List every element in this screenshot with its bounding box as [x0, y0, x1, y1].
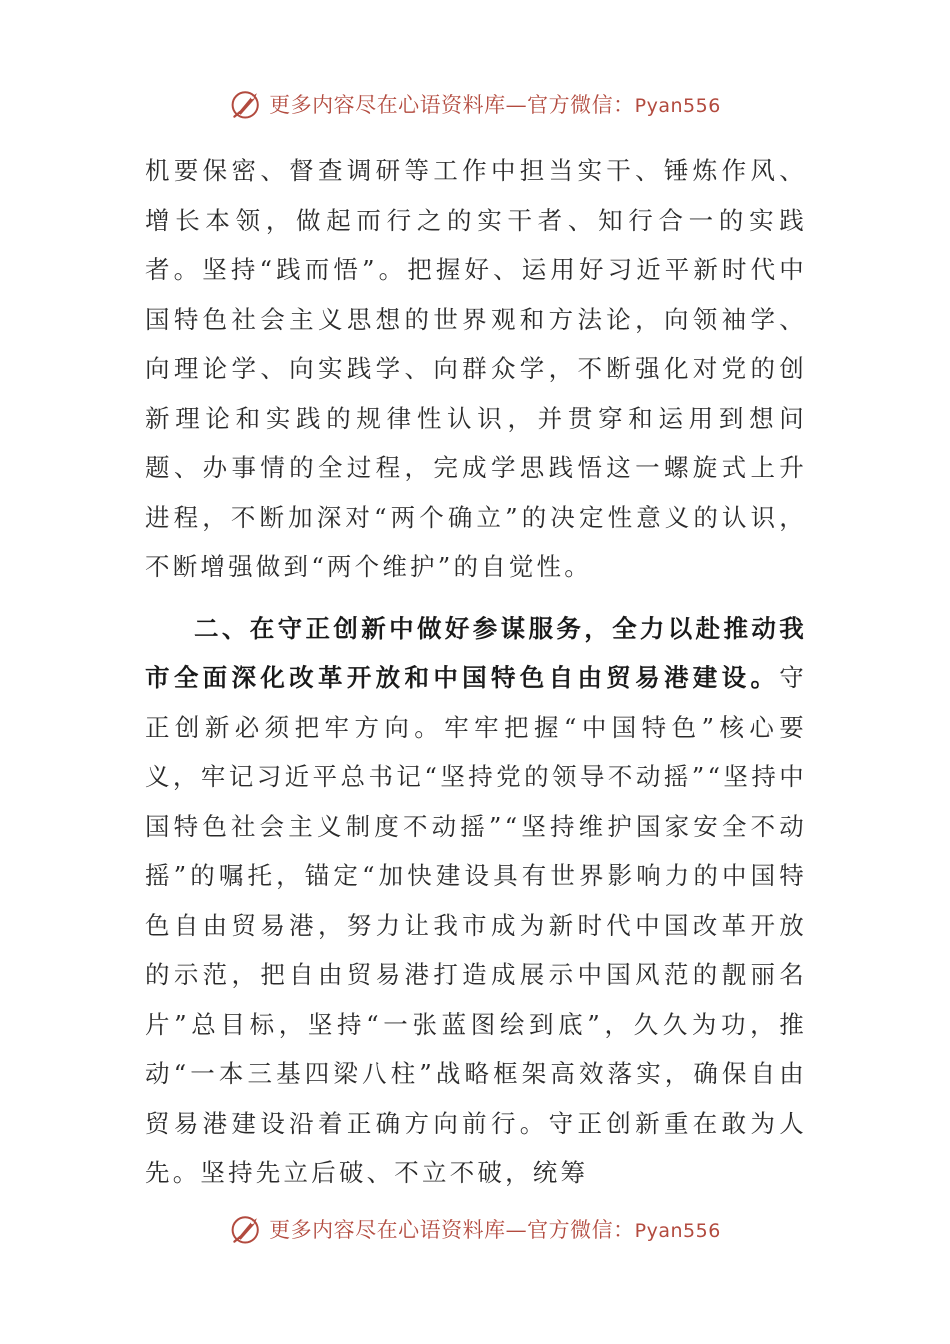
footer-banner-text — [269, 1214, 721, 1244]
header-banner — [0, 84, 950, 124]
header-banner-label: 更多内容尽在心语资料库—官方微信： — [269, 93, 635, 117]
footer-wechat-id: Pyan556 — [634, 1220, 721, 1242]
paragraph-1: 机要保密、督查调研等工作中担当实干、锤炼作风、增长本领，做起而行之的实干者、知行合一的实践者。坚持“践而悟”。把握好、运用好习近平新时代中国特色社会主义思想的世界观和方法论，向领袖学、向理论学、向实践学、向群众学，不断强化对党的创新理论和实践的规律性认识，并贯穿和运用到想问题、办事情的全过程，完成学思践悟这一螺旋式上升进程，不断加深对“两个确立”的决定性意义的认识，不断增强做到“两个维护”的自觉性。 — [145, 156, 807, 581]
header-banner-text — [269, 89, 721, 119]
pen-nib-logo-icon — [229, 86, 265, 122]
paragraph-2 — [145, 604, 807, 1198]
pen-nib-logo-icon — [229, 1211, 265, 1247]
paragraph-2-text: 守正创新必须把牢方向。牢牢把握“中国特色”核心要义，牢记习近平总书记“坚持党的领导不动摇”“坚持中国特色社会主义制度不动摇”“坚持维护国家安全不动摇”的嘱托，锚定“加快建设具有世界影响力的中国特色自由贸易港，努力让我市成为新时代中国改革开放的示范，把自由贸易港打造成展示中国风范的靓丽名片”总目标，坚持“一张蓝图绘到底”，久久为功，推动“一本三基四梁八柱”战略框架高效落实，确保自由贸易港建设沿着正确方向前行。守正创新重在敢为人先。坚持先立后破、不立不破，统筹 — [145, 663, 807, 1187]
header-wechat-id: Pyan556 — [634, 95, 721, 117]
document-body — [145, 146, 807, 1198]
footer-banner — [0, 1209, 950, 1249]
section-heading: 二、在守正创新中做好参谋服务，全力以赴推动我市全面深化改革开放和中国特色自由贸易港建设。 — [145, 613, 807, 692]
footer-banner-label: 更多内容尽在心语资料库—官方微信： — [269, 1218, 635, 1242]
